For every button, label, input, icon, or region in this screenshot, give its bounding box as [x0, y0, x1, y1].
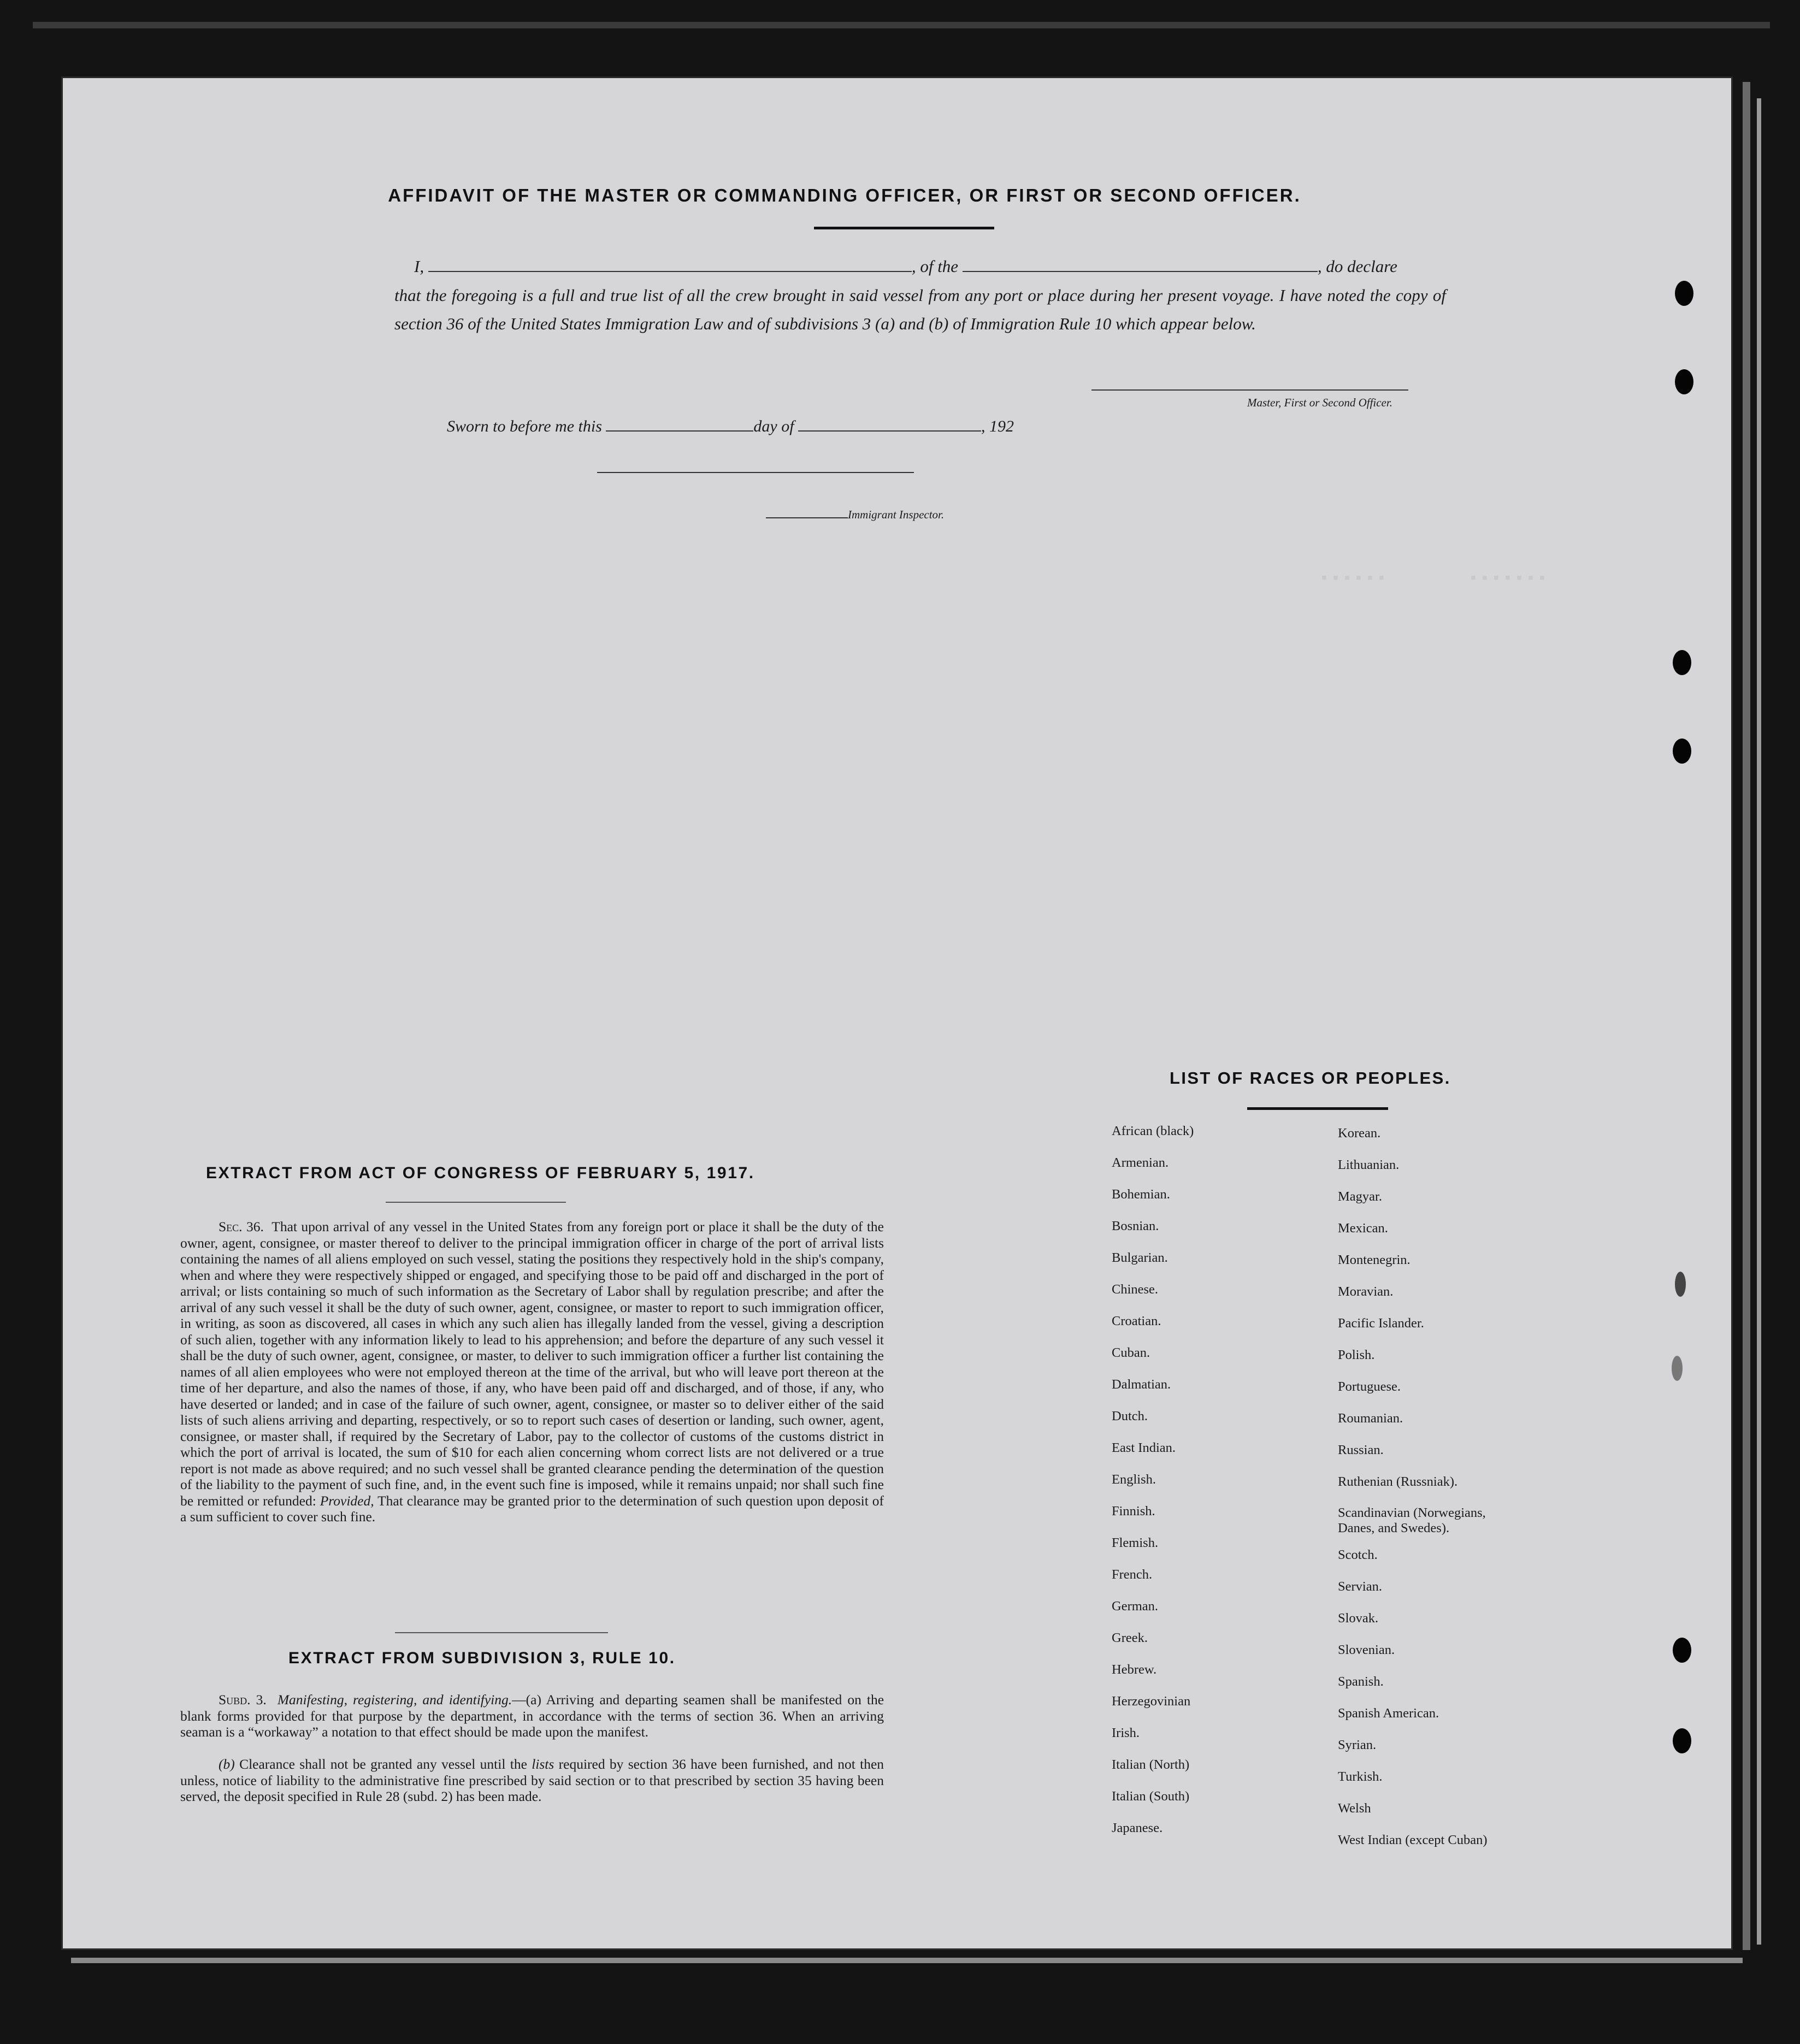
race-item: Turkish.	[1338, 1769, 1383, 1784]
item-b-text-2: required by section 36 have been furnished, and not then unless, notice of liability to the administrative fine prescribed by said section or to that prescribed by section 35 having been served, the deposit specified in Rule 28 (subd. 2) has been made.	[180, 1756, 884, 1804]
punch-hole	[1673, 1638, 1691, 1663]
vessel-blank[interactable]	[963, 259, 1318, 272]
provided-label: Provided,	[320, 1492, 374, 1509]
race-item: Roumanian.	[1338, 1411, 1403, 1426]
item-b-lists: lists	[532, 1756, 554, 1772]
race-item: English.	[1112, 1472, 1156, 1487]
affidavit-title-rule	[814, 227, 994, 229]
punch-hole	[1672, 1356, 1683, 1381]
punch-hole	[1675, 281, 1693, 306]
inspector-signature-line[interactable]	[597, 472, 914, 473]
race-item: Bulgarian.	[1112, 1250, 1168, 1265]
punch-hole	[1673, 650, 1691, 675]
race-item: Russian.	[1338, 1443, 1384, 1457]
race-item: Ruthenian (Russniak).	[1338, 1474, 1458, 1489]
rule-extract-title: EXTRACT FROM SUBDIVISION 3, RULE 10.	[288, 1649, 676, 1667]
race-item: German.	[1112, 1599, 1159, 1614]
races-title: LIST OF RACES OR PEOPLES.	[1170, 1068, 1451, 1088]
affidavit-do-declare-label: , do declare	[1317, 257, 1397, 276]
inspector-name-blank[interactable]	[766, 510, 848, 518]
scan-border-right-2	[1757, 98, 1761, 1945]
sworn-line	[447, 417, 1014, 436]
scan-border-right	[1743, 82, 1750, 1950]
inspector-signature-label: Immigrant Inspector.	[766, 508, 944, 522]
race-item: Chinese.	[1112, 1282, 1159, 1297]
section-36-body-1: That upon arrival of any vessel in the United States from any foreign port or place it shall be the duty of the owner, agent, consignee, or master thereof to deliver to the principal immigration officer in charge of the port of arrival lists containing the names of all aliens employed on such vessel, stating the positions they respectively hold in the ship's company, when and where they were respectively shipped or engaged, and specifying those to be paid off and discharged in the port of arrival; or lists containing so much of such information as the Secretary of Labor shall by regulation prescribe; and after the arrival of any such vessel it shall be the duty of such owner, agent, consignee, or master to report to such immigration officer, in writing, as soon as discovered, all cases in which any such alien has illegally landed from the vessel, giving a description of such alien, together with any information likely to lead to his apprehension; and before the departure of any such vessel it shall be the duty of such owner, agent, consignee, or master, to deliver to such immigration officer a further list containing the names of all alien employees who were not employed thereon at the time of the arrival, but who will leave port thereon at the time of her departure, and also the names of those, if any, who have been paid off and discharged, and of those, if any, who have deserted or landed; and in case of the failure of such owner, agent, consignee, or master so to deliver either of the said lists of such aliens arriving and departing, respectively, or so to report such cases of desertion or landing, such owner, agent, consignee, or master shall, if required by the Secretary of Labor, pay to the collector of customs of the customs district in which the port of arrival is located, the sum of $10 for each alien concerning whom correct lists are not delivered or a true report is not made as above required; and no such vessel shall be granted clearance pending the determination of the question of the liability to the payment of such fine, and, in the event such fine is imposed, while it remains unpaid; nor shall such fine be remitted or refunded:	[180, 1219, 884, 1509]
race-item: French.	[1112, 1567, 1153, 1582]
item-a-text: Arriving and departing seamen shall be manifested on the blank forms provided for that purpose by the department, in accordance with the terms of section 36. When an arriving seaman is a “workaway” a notation to that effect should be made upon the manifest.	[180, 1692, 884, 1740]
race-item: Polish.	[1338, 1348, 1375, 1362]
punch-hole	[1675, 1272, 1686, 1297]
punch-hole	[1673, 1728, 1691, 1753]
punch-hole	[1675, 369, 1693, 394]
race-item: Lithuanian.	[1338, 1157, 1400, 1172]
races-title-rule	[1247, 1107, 1388, 1110]
sworn-month-blank[interactable]	[798, 418, 981, 432]
affidavit-title: AFFIDAVIT OF THE MASTER OR COMMANDING OFFICER, OR FIRST OR SECOND OFFICER.	[388, 185, 1301, 205]
subd-heading: Manifesting, registering, and identifying.	[277, 1692, 512, 1708]
races-column-1	[1112, 1123, 1194, 1852]
race-item: Bosnian.	[1112, 1219, 1159, 1233]
affidavit-i-label: I,	[414, 257, 424, 276]
sworn-year-label: , 192	[981, 417, 1014, 435]
race-item: West Indian (except Cuban)	[1338, 1833, 1488, 1847]
scan-border-bottom	[71, 1958, 1743, 1963]
act-extract-title: EXTRACT FROM ACT OF CONGRESS OF FEBRUARY 5, 1917.	[206, 1164, 755, 1182]
race-item: Bohemian.	[1112, 1187, 1170, 1202]
race-item: Pacific Islander.	[1338, 1316, 1424, 1331]
race-item: Scandinavian (Norwegians, Danes, and Swedes).	[1338, 1505, 1486, 1535]
race-item: Slovak.	[1338, 1611, 1379, 1626]
section-36-label: Sec. 36.	[219, 1219, 264, 1234]
race-item: Montenegrin.	[1338, 1253, 1411, 1267]
race-item: Italian (South)	[1112, 1789, 1190, 1804]
section-36-body-2: That clearance may be granted prior to the determination of such question upon deposit of a sum sufficient to cover such fine.	[180, 1492, 884, 1525]
act-extract-bottom-rule	[395, 1632, 608, 1633]
race-item: Croatian.	[1112, 1314, 1161, 1328]
race-item: Servian.	[1338, 1579, 1382, 1594]
affidavit-of-the-label: , of the	[911, 257, 959, 276]
affidavit-statement: that the foregoing is a full and true list of all the crew brought in said vessel from any port or place during her present voyage. I have noted the copy of section 36 of the United States Immigration Law and of subdivisions 3 (a) and (b) of Immigration Rule 10 which appear below.	[394, 286, 1446, 333]
affidavit-declaration-line	[414, 257, 1397, 276]
master-signature-line[interactable]	[1091, 389, 1408, 391]
race-item: Japanese.	[1112, 1821, 1163, 1835]
race-item: East Indian.	[1112, 1440, 1176, 1455]
item-b-label: (b)	[219, 1756, 235, 1772]
name-blank[interactable]	[428, 259, 912, 272]
race-item: Herzegovinian	[1112, 1694, 1191, 1709]
section-36-text	[180, 1219, 884, 1525]
item-b-text-1: Clearance shall not be granted any vessel until the	[239, 1756, 527, 1772]
punch-hole	[1673, 739, 1691, 764]
race-item: Slovenian.	[1338, 1643, 1395, 1657]
sworn-label: Sworn to before me this	[447, 417, 602, 435]
race-item: Irish.	[1112, 1726, 1140, 1740]
race-item: Greek.	[1112, 1631, 1148, 1645]
race-item: Magyar.	[1338, 1189, 1382, 1204]
race-item: Korean.	[1338, 1126, 1381, 1141]
master-signature-label: Master, First or Second Officer.	[1247, 396, 1392, 409]
race-item: Spanish.	[1338, 1674, 1384, 1689]
race-item: Spanish American.	[1338, 1706, 1439, 1721]
subdivision-3-text	[180, 1692, 884, 1740]
race-item: African (black)	[1112, 1124, 1194, 1138]
bleed-through-marks: ▪▪▪▪▪▪ ▪▪▪▪▪▪▪	[1319, 570, 1549, 588]
race-item: Dutch.	[1112, 1409, 1148, 1423]
subd-label: Subd. 3.	[219, 1692, 267, 1708]
subdivision-3-b-text	[180, 1756, 884, 1805]
race-item: Hebrew.	[1112, 1662, 1157, 1677]
sworn-day-label: day of	[753, 417, 794, 435]
race-item: Moravian.	[1338, 1284, 1394, 1299]
race-item: Scotch.	[1338, 1547, 1378, 1562]
race-item: Finnish.	[1112, 1504, 1155, 1519]
race-item: Cuban.	[1112, 1345, 1150, 1360]
item-a-label: —(a)	[512, 1692, 541, 1708]
scan-border-top	[33, 22, 1770, 28]
act-extract-rule	[386, 1202, 566, 1203]
races-column-2	[1338, 1125, 1502, 1864]
manifest-page	[61, 76, 1733, 1950]
race-item: Welsh	[1338, 1801, 1371, 1816]
race-item: Armenian.	[1112, 1155, 1169, 1170]
race-item: Flemish.	[1112, 1535, 1159, 1550]
race-item: Mexican.	[1338, 1221, 1388, 1236]
race-item: Portuguese.	[1338, 1379, 1401, 1394]
race-item: Dalmatian.	[1112, 1377, 1171, 1392]
race-item: Syrian.	[1338, 1738, 1377, 1752]
race-item: Italian (North)	[1112, 1757, 1190, 1772]
sworn-day-blank[interactable]	[606, 418, 753, 432]
